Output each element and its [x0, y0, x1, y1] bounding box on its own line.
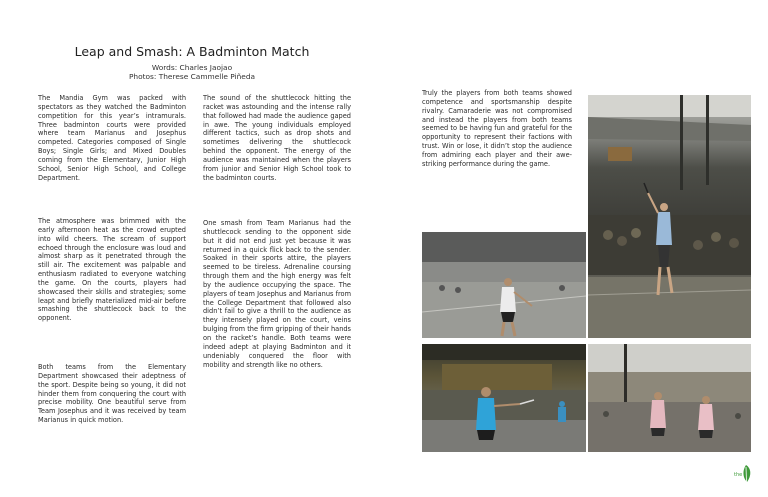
photo-player-leaping-art [588, 95, 751, 338]
words-credit: Words: Charles Jaojao [151, 63, 233, 72]
magazine-logo [734, 463, 756, 485]
paragraph: Both teams from the Elementary Department showcased their adeptness of the sport. Despite being so young, it did not hinder them from conquering the court with precise mobility. One beautiful serve from Team Josephus and it was received by team Marianus in quick motion. [38, 363, 186, 425]
paragraph: The sound of the shuttlecock hitting the racket was astounding and the intense rally that followed had made the audience gaped in awe. The young individuals employed different tactics, such as drop shots and sometimes delivering the shuttlecock behind the opponent. The energy of the audience was maintained when the players from junior and Senior High School took to the badminton courts. [203, 94, 351, 182]
photo-player-in-blue-art [422, 344, 586, 452]
leaf-logo-icon [734, 463, 756, 485]
photos-credit: Photos: Therese Cammelle Piñeda [128, 72, 256, 81]
photo-player-on-court [422, 232, 586, 338]
paragraph: The atmosphere was brimmed with the early afternoon heat as the crowd erupted into wild cheers. The scream of support echoed through the enclosure was loud and almost sharp as it penetrated through the still air. The excitement was palpable and enthusiasm radiated to everyone watching the game. On the courts, players had showcased their skills and strategies; some leapt and briefly materialized mid-air before smashing the shuttlecock back to the opponent. [38, 217, 186, 323]
paragraph: Truly the players from both teams showed competence and sportsmanship despite rivalry. Camaraderie was not compromised and instead the players from both teams seemed to be having fun and grateful for the opportunity to represent their factions with trust. Win or lose, it didn’t stop the audience from admiring each player and their awe-striking performance during the game. [422, 89, 572, 168]
photo-player-in-blue [422, 344, 586, 452]
photo-two-players [588, 344, 751, 452]
photo-player-on-court-art [422, 232, 586, 338]
photo-player-leaping [588, 95, 751, 338]
right-page [384, 0, 768, 497]
photo-two-players-art [588, 344, 751, 452]
paragraph: One smash from Team Marianus had the shuttlecock sending to the opponent side but it did not end just yet because it was returned in a quick flick back to the sender. Soaked in their sports attire, the players seemed to be tireless. Adrenaline coursing through them and the high energy was felt by the audience occupying the space. The players of team Josephus and Marianus from the College Department that followed also didn’t fail to give a thrill to the audience as they intensely played on the court, veins bulging from the firm gripping of their hands on the racket’s handle. Both teams were indeed adept at playing Badminton and it undeniably conquered the floor with mobility and strength like no others. [203, 219, 351, 369]
paragraph: The Mandia Gym was packed with spectators as they watched the Badminton competition for this year’s intramurals. Three badminton courts were provided where team Marianus and Josephus competed. Categories composed of Single Boys; Single Girls; and Mixed Doubles coming from the Elementary, Junior High School, Senior High School, and College Department. [38, 94, 186, 182]
logo-text: the [734, 472, 743, 478]
article-title: Leap and Smash: A Badminton Match [74, 44, 310, 59]
